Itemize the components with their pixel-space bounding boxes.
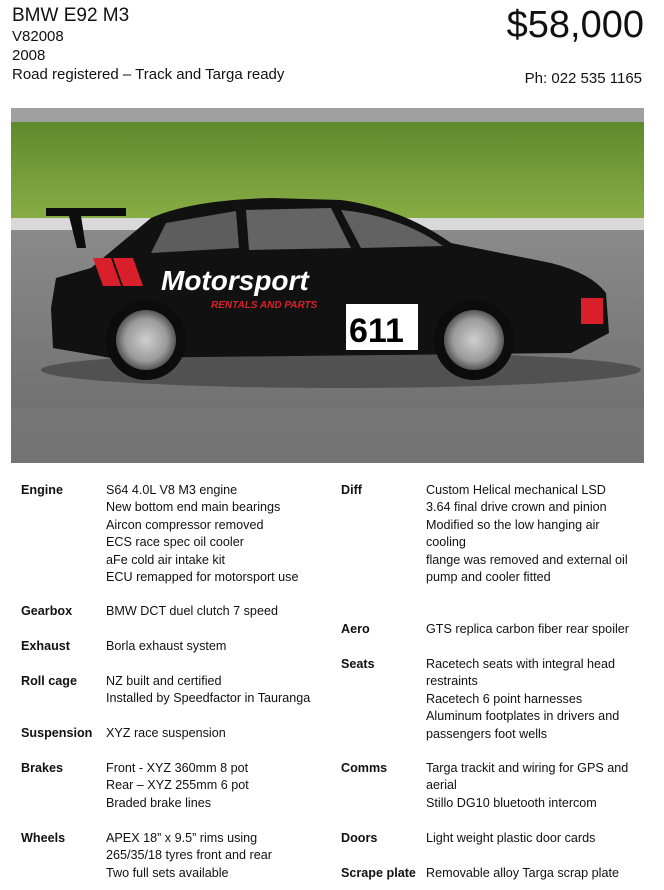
spec-value-line: cooling bbox=[426, 535, 466, 550]
spec-value bbox=[426, 865, 619, 882]
spec-value bbox=[106, 673, 310, 708]
spec-value-line: pump and cooler fitted bbox=[426, 569, 551, 584]
spec-value-line: ECS race spec oil cooler bbox=[106, 535, 244, 550]
spec-value bbox=[106, 830, 272, 882]
sponsor-tagline: RENTALS AND PARTS bbox=[211, 300, 318, 311]
spec-value-line: Removable alloy Targa scrap plate bbox=[426, 866, 619, 880]
spec-value-line: New bottom end main bearings bbox=[106, 500, 281, 515]
car-photo bbox=[11, 108, 644, 463]
spec-value bbox=[426, 830, 595, 847]
spec-value-line: ECU remapped for motorsport use bbox=[106, 569, 299, 584]
spec-label: Engine bbox=[21, 483, 63, 497]
spec-value-line: Front - XYZ 360mm 8 pot bbox=[106, 761, 249, 775]
spec-value-line: Braded brake lines bbox=[106, 795, 212, 810]
spec-value-line: 3.64 final drive crown and pinion bbox=[426, 500, 607, 515]
spec-label: Doors bbox=[341, 831, 378, 845]
listing-year: 2008 bbox=[12, 47, 46, 64]
spec-value bbox=[106, 725, 226, 742]
spec-value bbox=[426, 656, 619, 743]
spec-value-line: Light weight plastic door cards bbox=[426, 831, 596, 845]
spec-value-line: Two full sets available bbox=[106, 865, 229, 880]
spec-value bbox=[106, 603, 278, 620]
spec-label: Comms bbox=[341, 761, 388, 775]
listing-price: $58,000 bbox=[506, 4, 644, 46]
spec-value-line: Racetech seats with integral head bbox=[426, 657, 616, 671]
spec-value-line: passengers foot wells bbox=[426, 726, 548, 741]
spec-value-line: flange was removed and external oil bbox=[426, 552, 628, 567]
spec-value-line: Targa trackit and wiring for GPS and bbox=[426, 761, 629, 775]
listing-tagline: Road registered – Track and Targa ready bbox=[12, 66, 285, 83]
spec-label: Suspension bbox=[21, 726, 93, 740]
spec-label: Scrape plate bbox=[341, 866, 416, 880]
spec-value-line: Aluminum footplates in drivers and bbox=[426, 709, 620, 724]
spec-label: Wheels bbox=[21, 831, 66, 845]
spec-value-line: Modified so the low hanging air bbox=[426, 517, 600, 532]
spec-value-line: Installed by Speedfactor in Tauranga bbox=[106, 691, 311, 706]
spec-value-line: APEX 18” x 9.5” rims using bbox=[106, 831, 258, 845]
spec-value-line: XYZ race suspension bbox=[106, 726, 226, 740]
spec-value-line: Racetech 6 point harnesses bbox=[426, 691, 583, 706]
spec-value bbox=[426, 621, 629, 638]
spec-value-line: Aircon compressor removed bbox=[106, 517, 264, 532]
spec-value-line: GTS replica carbon fiber rear spoiler bbox=[426, 622, 629, 636]
spec-label: Aero bbox=[341, 622, 370, 636]
spec-value-line: 265/35/18 tyres front and rear bbox=[106, 848, 272, 863]
spec-label: Seats bbox=[341, 657, 375, 671]
listing-header bbox=[12, 4, 284, 84]
spec-value-line: NZ built and certified bbox=[106, 674, 222, 688]
spec-value-line: Stillo DG10 bluetooth intercom bbox=[426, 795, 597, 810]
spec-value bbox=[106, 638, 226, 655]
spec-value-line: aFe cold air intake kit bbox=[106, 552, 225, 567]
spec-value-line: Rear – XYZ 255mm 6 pot bbox=[106, 778, 249, 793]
spec-value bbox=[426, 760, 628, 812]
spec-label: Roll cage bbox=[21, 674, 77, 688]
spec-value bbox=[106, 482, 299, 586]
listing-code: V82008 bbox=[12, 28, 64, 45]
spec-value bbox=[426, 482, 628, 586]
spec-value-line: BMW DCT duel clutch 7 speed bbox=[106, 604, 278, 618]
spec-label: Diff bbox=[341, 483, 362, 497]
spec-label: Gearbox bbox=[21, 604, 73, 618]
contact-phone: Ph: 022 535 1165 bbox=[524, 70, 642, 87]
listing-title: BMW E92 M3 bbox=[12, 5, 130, 26]
spec-value-line: restraints bbox=[426, 674, 478, 689]
spec-value bbox=[106, 760, 249, 812]
spec-value-line: Custom Helical mechanical LSD bbox=[426, 483, 606, 497]
race-number: 611 bbox=[349, 312, 404, 350]
spec-value-line: Borla exhaust system bbox=[106, 639, 227, 653]
sponsor-logo-text: Motorsport bbox=[161, 265, 309, 296]
spec-label: Brakes bbox=[21, 761, 64, 775]
spec-label: Exhaust bbox=[21, 639, 70, 653]
spec-value-line: aerial bbox=[426, 778, 457, 793]
spec-value-line: S64 4.0L V8 M3 engine bbox=[106, 483, 238, 497]
